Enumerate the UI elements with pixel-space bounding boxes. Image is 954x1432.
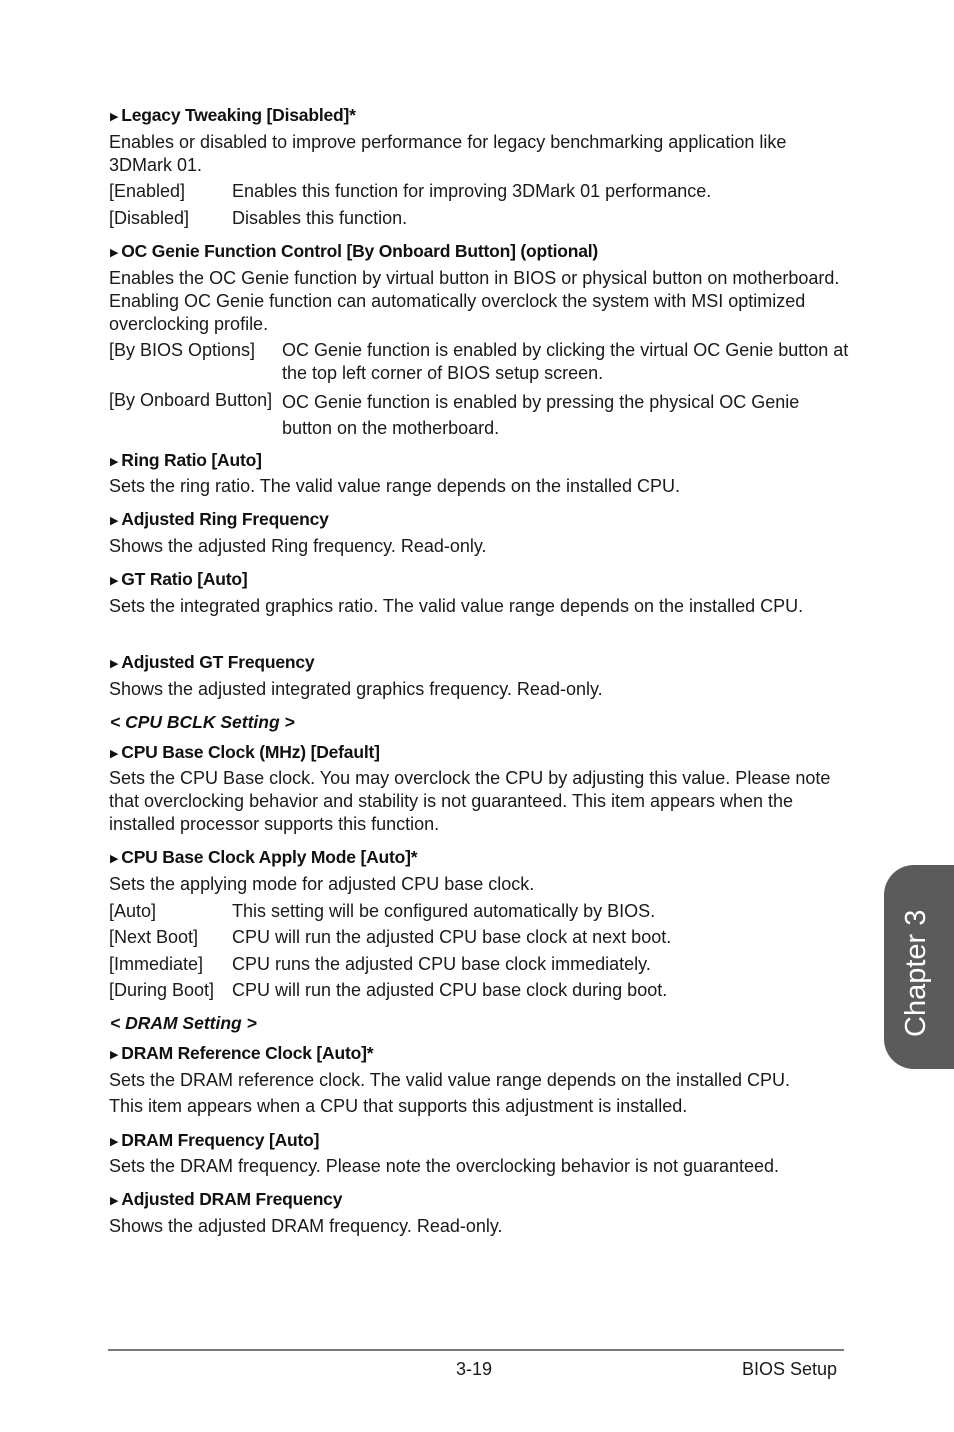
legacy-tweaking-description: Enables or disabled to improve performance for legacy benchmarking application like 3DMark 01.	[109, 132, 787, 175]
ring-ratio-description: Sets the ring ratio. The valid value range depends on the installed CPU.	[109, 476, 681, 496]
option-key: [Disabled]	[109, 208, 190, 228]
bullet-triangle-icon: ▶	[110, 575, 119, 587]
bullet-triangle-icon: ▶	[110, 748, 119, 760]
option-value: CPU will run the adjusted CPU base clock at next boot.	[232, 927, 672, 947]
gt-ratio-heading: ▶ GT Ratio [Auto]	[110, 569, 248, 589]
option-value: OC Genie function is enabled by pressing the physical OC Genie button on the motherboard.	[282, 392, 800, 438]
cpu-apply-mode-description: Sets the applying mode for adjusted CPU base clock.	[109, 874, 535, 894]
adjusted-ring-heading: ▶ Adjusted Ring Frequency	[110, 509, 329, 529]
legacy-tweaking-heading: ▶ Legacy Tweaking [Disabled]*	[110, 105, 356, 125]
footer-rule	[108, 1349, 844, 1351]
option-value: Disables this function.	[232, 208, 408, 228]
option-key: [Auto]	[109, 901, 157, 921]
bullet-triangle-icon: ▶	[110, 1136, 119, 1148]
option-key: [During Boot]	[109, 980, 215, 1000]
bullet-triangle-icon: ▶	[110, 658, 119, 670]
adjusted-gt-heading: ▶ Adjusted GT Frequency	[110, 652, 315, 672]
adjusted-gt-description: Shows the adjusted integrated graphics frequency. Read-only.	[109, 679, 603, 699]
adjusted-dram-heading: ▶ Adjusted DRAM Frequency	[110, 1189, 343, 1209]
bullet-triangle-icon: ▶	[110, 1195, 119, 1207]
dram-frequency-heading: ▶ DRAM Frequency [Auto]	[110, 1130, 320, 1150]
oc-genie-description: Enables the OC Genie function by virtual button in BIOS or physical button on motherboard. Enabling OC Genie function can automatically overclock the system with MSI optimized overclocking profile.	[109, 268, 840, 334]
cpu-base-clock-heading: ▶ CPU Base Clock (MHz) [Default]	[110, 742, 380, 762]
bullet-triangle-icon: ▶	[110, 853, 119, 865]
cpu-apply-mode-heading: ▶ CPU Base Clock Apply Mode [Auto]*	[110, 847, 418, 867]
option-value: This setting will be configured automatically by BIOS.	[232, 901, 656, 921]
cpu-base-clock-description: Sets the CPU Base clock. You may overclock the CPU by adjusting this value. Please note that overclocking behavior and stability is not guaranteed. This item appears when the installed processor supports this function.	[109, 768, 831, 834]
chapter-tab-label: Chapter 3	[900, 909, 932, 1037]
dram-ref-clock-heading: ▶ DRAM Reference Clock [Auto]*	[110, 1043, 374, 1063]
option-key: [Immediate]	[109, 954, 204, 974]
footer-section-name: BIOS Setup	[742, 1359, 838, 1379]
bullet-triangle-icon: ▶	[110, 456, 119, 468]
bullet-triangle-icon: ▶	[110, 1049, 119, 1061]
option-key: [By Onboard Button]	[109, 390, 273, 410]
adjusted-ring-description: Shows the adjusted Ring frequency. Read-only.	[109, 536, 487, 556]
option-value: Enables this function for improving 3DMark 01 performance.	[232, 181, 712, 201]
bullet-triangle-icon: ▶	[110, 247, 119, 259]
option-key: [Next Boot]	[109, 927, 199, 947]
option-value: CPU runs the adjusted CPU base clock immediately.	[232, 954, 651, 974]
option-key: [By BIOS Options]	[109, 340, 256, 360]
option-value: OC Genie function is enabled by clicking the virtual OC Genie button at the top left corner of BIOS setup screen.	[282, 340, 849, 383]
dram-setting-heading: < DRAM Setting >	[110, 1013, 257, 1033]
adjusted-dram-description: Shows the adjusted DRAM frequency. Read-only.	[109, 1216, 503, 1236]
dram-frequency-description: Sets the DRAM frequency. Please note the overclocking behavior is not guaranteed.	[109, 1156, 780, 1176]
oc-genie-heading: ▶ OC Genie Function Control [By Onboard Button] (optional)	[110, 241, 599, 261]
chapter-side-tab	[884, 865, 954, 1069]
dram-ref-clock-note: This item appears when a CPU that supports this adjustment is installed.	[109, 1096, 688, 1116]
bullet-triangle-icon: ▶	[110, 515, 119, 527]
cpu-bclk-setting-heading: < CPU BCLK Setting >	[110, 712, 295, 732]
dram-ref-clock-description: Sets the DRAM reference clock. The valid value range depends on the installed CPU.	[109, 1070, 791, 1090]
gt-ratio-description: Sets the integrated graphics ratio. The valid value range depends on the installed CPU.	[109, 596, 804, 616]
option-key: [Enabled]	[109, 181, 186, 201]
ring-ratio-heading: ▶ Ring Ratio [Auto]	[110, 450, 262, 470]
option-value: CPU will run the adjusted CPU base clock during boot.	[232, 980, 668, 1000]
page-number: 3-19	[456, 1359, 493, 1379]
bullet-triangle-icon: ▶	[110, 111, 119, 123]
